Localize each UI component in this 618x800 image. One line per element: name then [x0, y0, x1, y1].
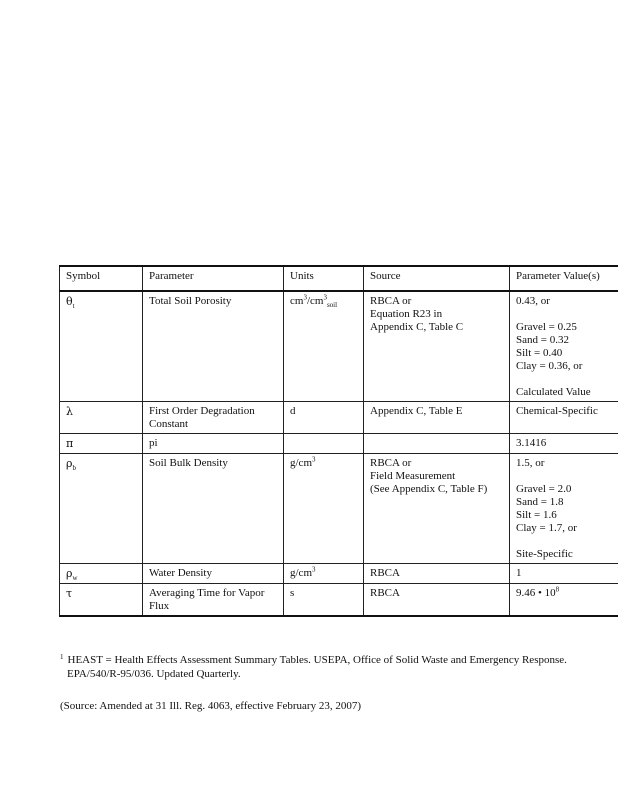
value-spacer	[516, 373, 612, 386]
source-cell	[364, 434, 510, 454]
symbol: ρ	[66, 567, 73, 580]
units-text: /cm	[306, 295, 324, 307]
value-line: Sand = 0.32	[516, 334, 569, 346]
units-cell	[284, 291, 364, 402]
value-cell: Chemical-Specific	[510, 402, 618, 434]
symbol: λ	[66, 405, 73, 418]
value-text: 9.46 • 10	[516, 587, 556, 599]
symbol-subscript: w	[72, 574, 78, 583]
value-cell: 3.1416	[510, 434, 618, 454]
table-row	[60, 291, 618, 402]
source-line: Field Measurement	[370, 470, 456, 482]
symbol-cell	[60, 564, 143, 584]
table-row	[60, 564, 618, 584]
source-line: Equation R23 in	[370, 308, 443, 320]
units-superscript: 3	[312, 565, 316, 574]
symbol-subscript: t	[72, 302, 75, 311]
symbol-cell	[60, 291, 143, 402]
source-cell: Appendix C, Table E	[364, 402, 510, 434]
parameter-cell: Soil Bulk Density	[143, 454, 284, 564]
header-symbol: Symbol	[60, 266, 143, 291]
value-line: Gravel = 2.0	[516, 483, 572, 495]
header-source: Source	[364, 266, 510, 291]
symbol: τ	[66, 587, 73, 600]
table-header-row	[60, 266, 618, 291]
footnote-line: EPA/540/R-95/036. Updated Quarterly.	[67, 668, 241, 680]
symbol: θ	[66, 295, 73, 308]
units-superscript: 3	[303, 293, 307, 302]
symbol-cell	[60, 402, 143, 434]
table-row	[60, 402, 618, 434]
symbol-cell	[60, 454, 143, 564]
parameter-table	[59, 265, 618, 617]
value-line: Clay = 1.7, or	[516, 522, 577, 534]
units-cell: d	[284, 402, 364, 434]
value-line: 0.43, or	[516, 295, 550, 307]
units-cell	[284, 434, 364, 454]
header-units: Units	[284, 266, 364, 291]
table-row	[60, 434, 618, 454]
value-cell: 1	[510, 564, 618, 584]
units-superscript: 3	[323, 293, 327, 302]
source-line: Appendix C, Table C	[370, 321, 464, 333]
source-cell	[364, 454, 510, 564]
value-cell	[510, 291, 618, 402]
footnote-text: HEAST = Health Effects Assessment Summary Tables. USEPA, Office of Solid Waste and Emergency Response.	[67, 654, 567, 666]
value-line: 1.5, or	[516, 457, 545, 469]
symbol-subscript: b	[72, 464, 76, 473]
source-cell	[364, 291, 510, 402]
parameter-cell: Total Soil Porosity	[143, 291, 284, 402]
units-subscript: soil	[326, 301, 338, 310]
source-cell: RBCA	[364, 564, 510, 584]
units-cell: s	[284, 584, 364, 617]
value-line: Gravel = 0.25	[516, 321, 577, 333]
value-spacer	[516, 535, 612, 548]
units-superscript: 3	[312, 455, 316, 464]
value-line: Clay = 0.36, or	[516, 360, 583, 372]
symbol-cell	[60, 434, 143, 454]
units-text: cm	[290, 295, 304, 307]
source-note: (Source: Amended at 31 Ill. Reg. 4063, effective February 23, 2007)	[60, 700, 361, 712]
symbol: π	[66, 437, 74, 450]
parameter-cell: Averaging Time for Vapor Flux	[143, 584, 284, 617]
units-cell	[284, 454, 364, 564]
units-text: g/cm	[290, 457, 312, 469]
value-exponent: 8	[555, 585, 560, 594]
value-line: Site-Specific	[516, 548, 573, 560]
source-line: RBCA or	[370, 295, 412, 307]
parameter-cell: First Order Degradation Constant	[143, 402, 284, 434]
value-line: Calculated Value	[516, 386, 591, 398]
header-parameter: Parameter	[143, 266, 284, 291]
value-line: Silt = 0.40	[516, 347, 563, 359]
value-cell	[510, 584, 618, 617]
value-line: Sand = 1.8	[516, 496, 564, 508]
table-row	[60, 584, 618, 617]
source-cell: RBCA	[364, 584, 510, 617]
value-spacer	[516, 308, 612, 321]
units-cell	[284, 564, 364, 584]
source-line: (See Appendix C, Table F)	[370, 483, 488, 495]
source-line: RBCA or	[370, 457, 412, 469]
parameter-cell: Water Density	[143, 564, 284, 584]
footnote-mark: 1	[60, 654, 64, 661]
value-cell	[510, 454, 618, 564]
value-spacer	[516, 470, 612, 483]
footnote	[60, 654, 618, 681]
footnote-line	[60, 654, 618, 668]
symbol-cell	[60, 584, 143, 617]
table-row	[60, 454, 618, 564]
header-parameter-values: Parameter Value(s)	[510, 266, 618, 291]
symbol: ρ	[66, 457, 73, 470]
parameter-cell: pi	[143, 434, 284, 454]
value-line: Silt = 1.6	[516, 509, 557, 521]
units-text: g/cm	[290, 567, 312, 579]
